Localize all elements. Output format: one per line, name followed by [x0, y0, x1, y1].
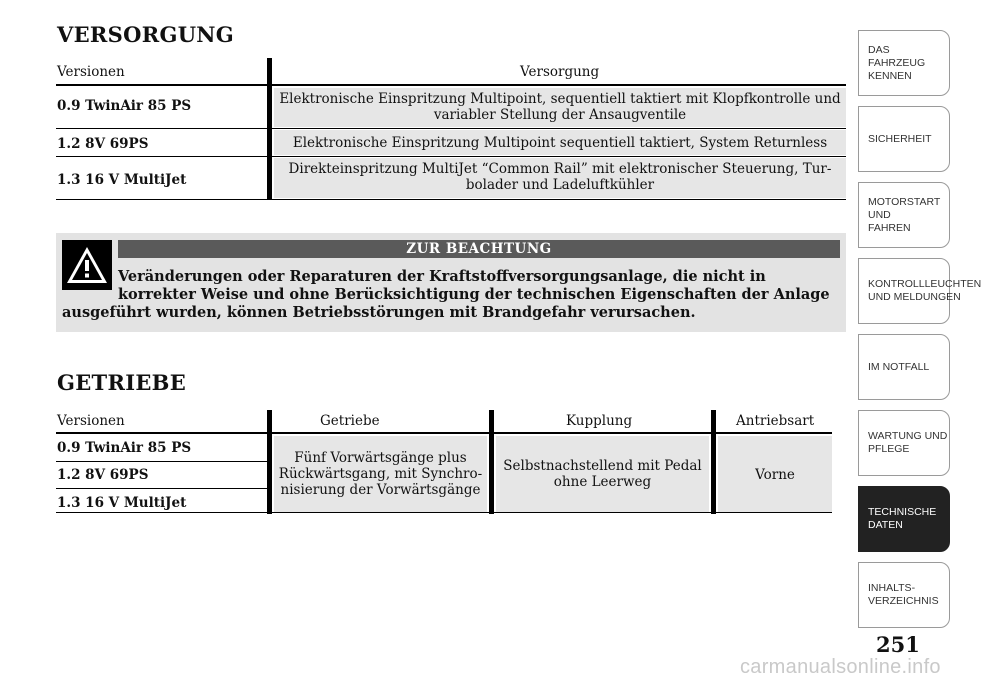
tab-wartung-und-pflege[interactable] — [858, 410, 950, 476]
tab-label: KENNEN — [868, 69, 912, 82]
table-row-version: 1.3 16 V MultiJet — [57, 495, 187, 511]
table-row-versorgung — [274, 130, 846, 155]
cell-getriebe — [274, 436, 487, 512]
table-row-version: 1.2 8V 69PS — [57, 136, 149, 152]
cell-line: ohne Leerweg — [553, 474, 652, 490]
tab-im-notfall[interactable] — [858, 334, 950, 400]
column-header-antriebsart: Antriebsart — [736, 413, 815, 429]
cell-line: Elektronische Einspritzung Multipoint, sequentiell taktiert mit Klopfkontrolle und — [279, 91, 841, 107]
tab-label: INHALTS- — [868, 582, 916, 594]
table-rule — [56, 84, 846, 86]
table-row-version: 0.9 TwinAir 85 PS — [57, 98, 192, 114]
table-rule — [56, 128, 846, 129]
cell-line: bolader und Ladeluftkühler — [465, 177, 655, 193]
table-row-versorgung — [274, 158, 846, 198]
tab-label: UND MELDUNGEN — [868, 291, 961, 303]
column-divider — [267, 58, 272, 200]
cell-antriebsart — [718, 436, 832, 512]
column-divider — [489, 410, 494, 514]
section-heading-getriebe: GETRIEBE — [57, 370, 187, 395]
table-rule — [56, 156, 846, 157]
watermark: carmanualsonline.info — [740, 656, 941, 678]
tab-label: DATEN — [868, 519, 903, 531]
column-header-versorgung: Versorgung — [520, 64, 600, 80]
tab-motorstart-und-fahren[interactable] — [858, 182, 950, 248]
table-row-version: 1.2 8V 69PS — [57, 467, 149, 483]
column-header-versionen: Versionen — [57, 64, 125, 80]
table-rule — [56, 488, 268, 489]
cell-line: nisierung der Vorwärtsgänge — [280, 482, 481, 498]
tab-technische-daten[interactable] — [858, 486, 950, 552]
tab-label: FAHREN — [868, 221, 911, 234]
warning-title: ZUR BEACHTUNG — [118, 240, 840, 258]
tab-label: SICHERHEIT — [868, 132, 932, 145]
warning-text-line: ausgeführt wurden, können Betriebsstörungen mit Brandgefahr verursachen. — [62, 304, 696, 321]
cell-line: Selbstnachstellend mit Pedal — [503, 458, 702, 474]
cell-line: Fünf Vorwärtsgänge plus — [294, 450, 467, 466]
warning-text-line: korrekter Weise und ohne Berücksichtigung der technischen Eigenschaften der Anlage — [118, 286, 830, 303]
column-header-versionen: Versionen — [57, 413, 125, 429]
column-divider — [711, 410, 716, 514]
tab-label: WARTUNG UND — [868, 430, 948, 442]
tab-label: IM NOTFALL — [868, 360, 930, 373]
table-rule — [56, 199, 846, 200]
tab-label: PFLEGE — [868, 443, 910, 455]
cell-line: Rückwärtsgang, mit Synchro- — [278, 466, 483, 482]
section-heading-versorgung: VERSORGUNG — [57, 22, 235, 47]
cell-line: variabler Stellung der Ansaugventile — [433, 107, 687, 123]
column-divider — [267, 410, 272, 514]
table-row-versorgung — [274, 88, 846, 127]
column-header-kupplung: Kupplung — [566, 413, 633, 429]
tab-label: KONTROLLLEUCHTEN — [868, 278, 981, 290]
table-rule — [56, 512, 832, 513]
column-header-getriebe: Getriebe — [320, 413, 380, 429]
tab-das-fahrzeug-kennen[interactable] — [858, 30, 950, 96]
cell-kupplung — [496, 436, 709, 512]
tab-label: VERZEICHNIS — [868, 595, 939, 607]
warning-text-line: Veränderungen oder Reparaturen der Kraftstoffversorgungsanlage, die nicht in — [118, 268, 766, 285]
cell-line: Vorne — [755, 467, 795, 483]
table-row-version: 1.3 16 V MultiJet — [57, 172, 187, 188]
tab-label: TECHNISCHE — [868, 506, 937, 518]
cell-line: Direkteinspritzung MultiJet “Common Rail” mit elektronischer Steuerung, Tur- — [288, 161, 832, 177]
tab-kontrollleuchten[interactable] — [858, 258, 981, 324]
tab-label: DAS FAHRZEUG — [868, 43, 926, 69]
tab-inhaltsverzeichnis[interactable] — [858, 562, 950, 628]
tab-sicherheit[interactable] — [858, 106, 950, 172]
page-number: 251 — [876, 632, 920, 657]
table-rule — [56, 461, 268, 462]
table-row-version: 0.9 TwinAir 85 PS — [57, 440, 192, 456]
tab-label: MOTORSTART UND — [868, 195, 941, 221]
warning-triangle-icon — [62, 240, 112, 290]
cell-line: Elektronische Einspritzung Multipoint sequentiell taktiert, System Returnless — [292, 135, 828, 151]
